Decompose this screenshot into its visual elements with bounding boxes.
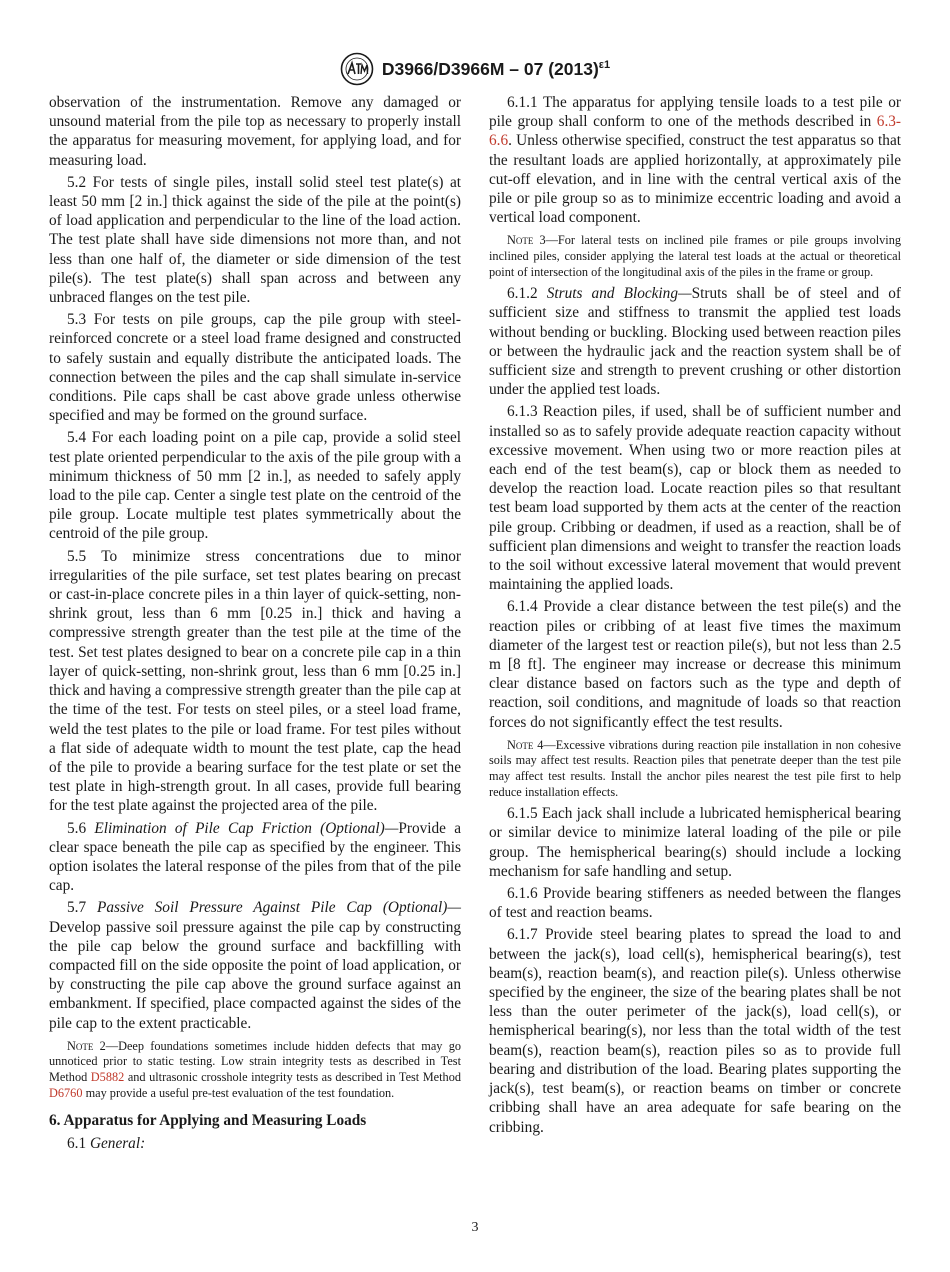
paragraph-6-1-2-title: Struts and Blocking— (546, 285, 692, 303)
paragraph-6-1-3: 6.1.3 Reaction piles, if used, shall be of sufficient number and installed so as to safely provide adequate reaction capacity without excessive movement. When using two or more reaction piles at each end of the test beam(s), cap or block them as needed to develop the reaction load. Locate reaction piles so that resultant test beam load supported by them acts at the center of the reaction pile group. Cribbing or deadmen, if used as a reaction, shall be of sufficient plan dimensions and weight to transfer the reaction loads to the soil without excessive lateral movement that would prevent maintaining the applied loads. (489, 403, 901, 594)
paragraph-continuation: observation of the instrumentation. Remove any damaged or unsound material from the pile top as necessary to properly install the apparatus for measuring movement, for applying load, and for measuring load. (49, 94, 461, 169)
left-column (49, 93, 461, 1153)
paragraph-6-1-7: 6.1.7 Provide steel bearing plates to spread the load to and between the jack(s), load cell(s), hemispherical bearing(s), test beam(s), reaction beam(s), and reaction pile(s). Unless otherwise specified by the engineer, the size of the bearing plates shall be not less than the outer perimeter of the jack(s), load cell(s), or hemispherical bearing(s), nor less than the total width of the test beam(s), reaction beam(s), reaction piles so as to provide full bearing and distribution of the load. Bearing plates supporting the jack(s), test beam(s), or reaction beams on timber or concrete cribbing shall have an area adequate for safe bearing on the cribbing. (489, 926, 901, 1136)
standard-designation: D3966/D3966M – 07 $(2013)^{\varepsilon 1}$ (381, 58, 611, 79)
paragraph-6-1-2: 6.1.2 Struts and Blocking—Struts shall be of steel and of sufficient size and stiffness to transmit the applied test loads without bending or buckling. Blocking used between reaction piles or between the hydraulic jack and the reaction system shall be of sufficient size and strength to prevent crushing or other distortion under the applied test loads. (489, 285, 901, 399)
paragraph-5-7-title: Passive Soil Pressure Against Pile Cap (Optional)— (97, 899, 461, 917)
note-2: Note 2—Deep foundations sometimes include hidden defects that may go unnoticed prior to static testing. Low strain integrity tests as described in Test Method D5882 and ultrasonic crosshole integrity tests as described in Test Method D6760 may provide a useful pre-test evaluation of the test foundation. (49, 1038, 462, 1100)
paragraph-5-4: 5.4 For each loading point on a pile cap, provide a solid steel test plate oriented perpendicular to the axis of the pile group with a minimum thickness of 50 mm [2 in.], as needed to safely apply load to the pile cap. Center a single test plate on the centroid of the pile group. Locate multiple test plates symmetrically about the centroid of the pile group. (49, 429, 461, 543)
paragraph-5-2: 5.2 For tests of single piles, install solid steel test plate(s) at least 50 mm [2 in.] thick against the side of the pile at the point(s) of load application and perpendicular to the line of the load action. The test plate shall have side dimensions not more than, and not less than one half of, the diameter or side dimension of the test pile(s). The test plate(s) shall span across and between any unbraced flanges on the test pile. (49, 173, 461, 307)
paragraph-5-6-title: Elimination of Pile Cap Friction (Optional)— (94, 819, 399, 837)
note-4: Note 4—Excessive vibrations during reaction pile installation in non cohesive soils may affect test results. Reaction piles that penetrate deeper than the test pile may affect test results. Install the anchor piles nearest the test pile first to help reduce installation effects. (489, 737, 901, 799)
paragraph-6-1: 6.1 General: (67, 1135, 146, 1153)
page-header (0, 52, 950, 86)
right-column (489, 93, 901, 1137)
paragraph-5-6: 5.6 Elimination of Pile Cap Friction (Optional)—Provide a clear space beneath the pile cap as specified by the engineer. This option isolates the lateral response of the piles from that of the pile cap. (49, 819, 462, 895)
paragraph-6-1-5: 6.1.5 Each jack shall include a lubricated hemispherical bearing or similar device to minimize lateral loading of the pile or pile group. The hemispherical bearing(s) should include a locking mechanism for safe handling and setup. (489, 805, 901, 880)
astm-logo-icon (340, 52, 374, 86)
paragraph-5-7: 5.7 Passive Soil Pressure Against Pile Cap (Optional)— Develop passive soil pressure against the pile cap by constructing the pile cap below the ground surface and backfilling with compacted fill on the side opposite the point of load application, or by constructing the pile cap above the ground surface against an embankment. If specified, place compacted against the sides of the pile cap to the extent practicable. (49, 899, 461, 1032)
paragraph-6-1-title: General: (89, 1135, 146, 1153)
paragraph-6-1-6: 6.1.6 Provide bearing stiffeners as needed between the flanges of test and reaction beams. (489, 885, 901, 922)
link-6-3-6-6[interactable]: 6.3-6.6 (489, 113, 902, 150)
page-number: 3 (471, 1220, 479, 1235)
link-d6760[interactable]: D6760 (49, 1085, 83, 1100)
paragraph-5-3: 5.3 For tests on pile groups, cap the pile group with steel-reinforced concrete or a steel load frame designed and constructed to safely sustain and equally distribute the anticipated loads. The connection between the piles and the cap shall simulate in-service conditions. Pile caps shall be cast above grade unless otherwise specified and may be formed on the ground surface. (49, 311, 461, 425)
note-3: Note 3—For lateral tests on inclined pile frames or pile groups involving inclined piles, consider applying the lateral test loads at the actual or theoretical point of intersection of the longitudinal axis of the piles in the frame or group. (489, 233, 902, 279)
designation-superscript: ε1 (598, 58, 611, 71)
paragraph-5-5: 5.5 To minimize stress concentrations due to minor irregularities of the pile surface, set test plates bearing on precast or cast-in-place concrete piles in a thin layer of quick-setting, non-shrink grout, less than 6 mm [0.25 in.] thick and having a compressive strength greater than the test pile at the time of the test. Set test plates designed to bear on a concrete pile cap in a thin layer of quick-setting, non-shrink grout, less than 6 mm [0.25 in.] thick and having a compressive strength greater than the pile cap at the time of the test. For tests on steel piles, or a steel load frame, weld the test plates to the pile or load frame. For test piles without a flat side of adequate width to mount the test plate, cap the head of the pile to provide a bearing surface for the test plate or set the test plate in high-strength grout. In all cases, provide full bearing for the test plate against the projected area of the pile. (49, 547, 461, 815)
link-d5882[interactable]: D5882 (90, 1069, 125, 1084)
paragraph-6-1-4: 6.1.4 Provide a clear distance between the test pile(s) and the reaction piles or cribbing of at least five times the maximum diameter of the largest test or reaction pile(s), but not less than 2.5 m [8 ft]. The engineer may increase or decrease this minimum clear distance based on factors such as the type and depth of reaction, soil conditions, and magnitude of loads so that reaction forces do not significantly effect the test results. (489, 598, 901, 731)
section-6-heading: 6. Apparatus for Applying and Measuring Loads (49, 1112, 367, 1130)
paragraph-6-1-1: 6.1.1 The apparatus for applying tensile loads to a test pile or pile group shall conform to one of the methods described in 6.3-6.6. Unless otherwise specified, construct the test apparatus so that the resultant loads are applied horizontally, at approximately pile cut-off elevation, and in line with the central vertical axis of the pile or pile group so as to minimize eccentric loading and avoid a vertical load component. (489, 94, 902, 227)
